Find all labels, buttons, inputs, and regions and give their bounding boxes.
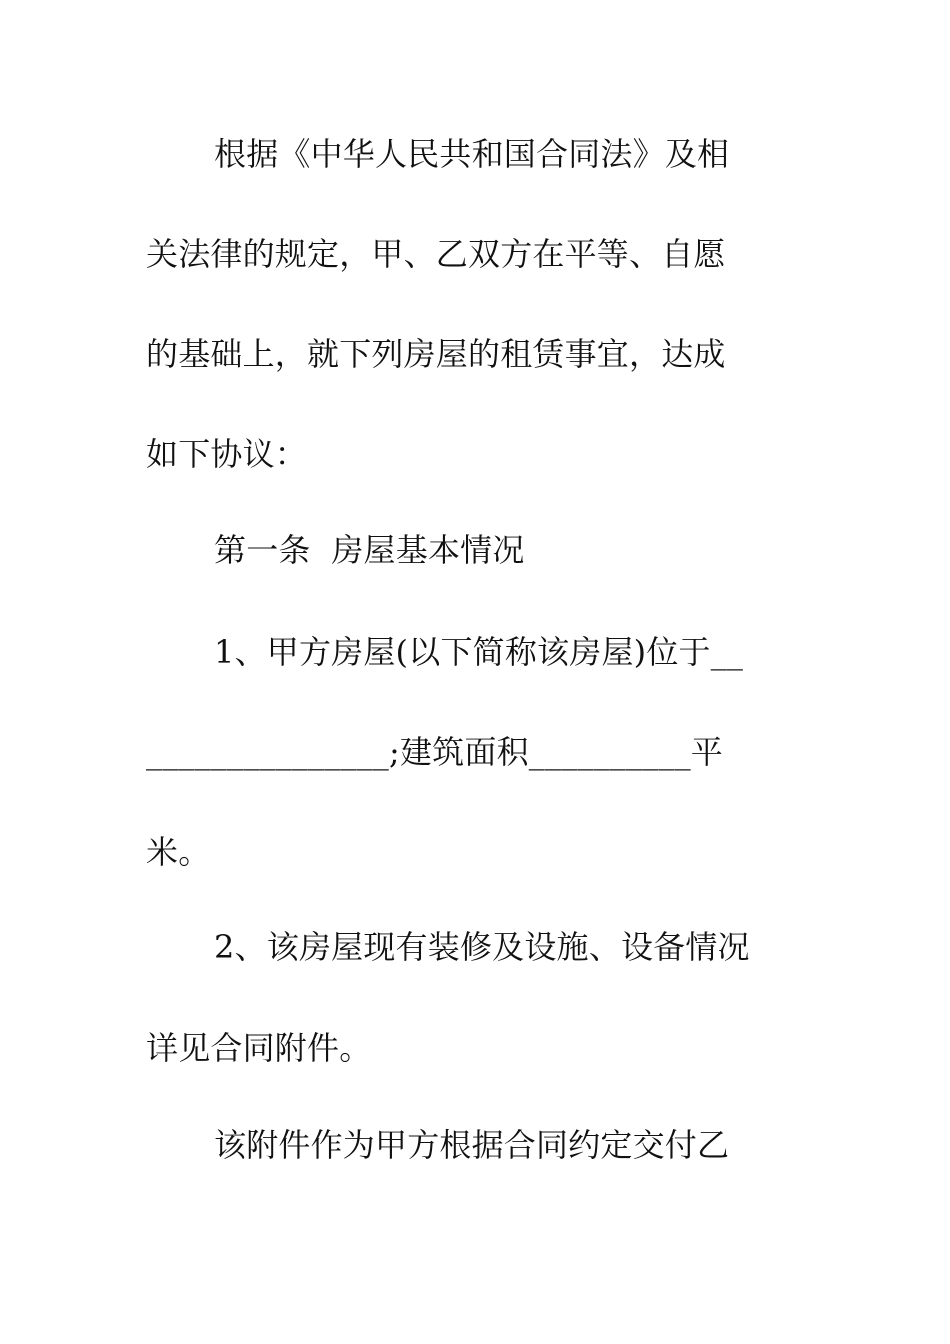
paragraph-line: 如下协议： xyxy=(146,435,308,473)
paragraph-line: 1、甲方房屋(以下简称该房屋)位于__ xyxy=(214,633,744,671)
paragraph-line: 根据《中华人民共和国合同法》及相 xyxy=(214,135,730,173)
paragraph-line: 的基础上，就下列房屋的租赁事宜，达成 xyxy=(146,335,726,373)
paragraph-line: 米。 xyxy=(146,833,211,871)
paragraph-line: 该附件作为甲方根据合同约定交付乙 xyxy=(214,1126,730,1164)
section-heading: 第一条 房屋基本情况 xyxy=(214,531,525,569)
paragraph-line: 2、该房屋现有装修及设施、设备情况 xyxy=(214,928,750,966)
paragraph-line: 详见合同附件。 xyxy=(146,1029,372,1067)
paragraph-line: _______________;建筑面积__________平 xyxy=(146,733,723,771)
paragraph-line: 关法律的规定，甲、乙双方在平等、自愿 xyxy=(146,235,726,273)
